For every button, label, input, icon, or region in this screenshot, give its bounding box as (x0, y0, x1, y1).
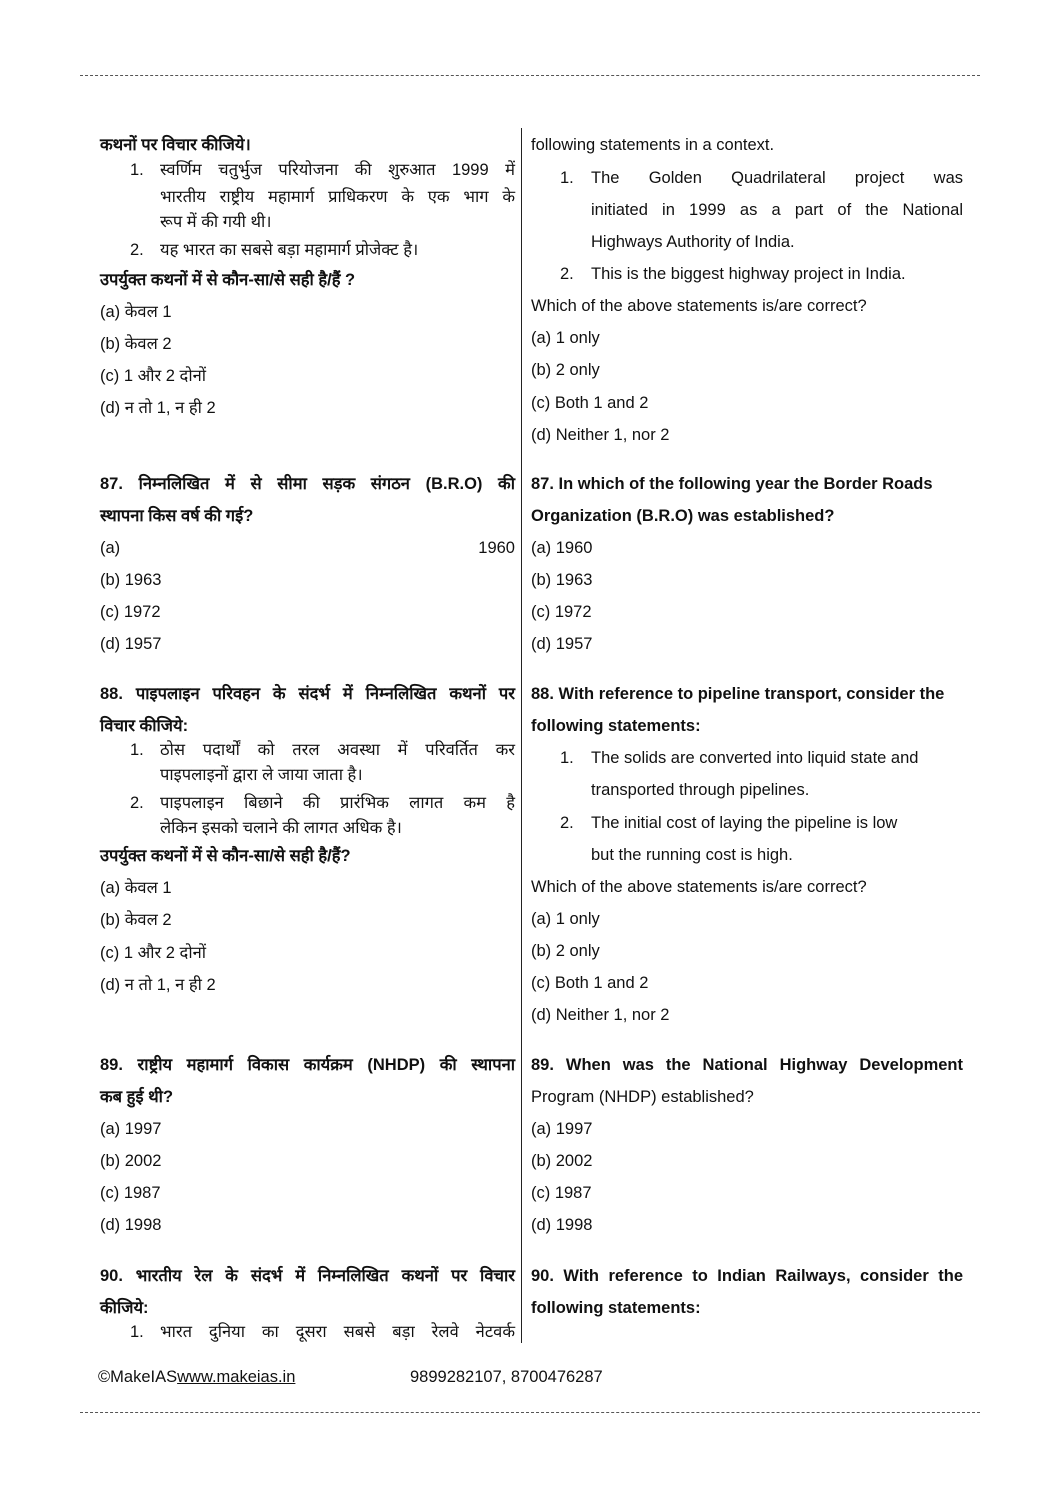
q88-hi-s1-l2: पाइपलाइनों द्वारा ले जाया जाता है। (160, 766, 363, 784)
prev-en-s1-l3: Highways Authority of India. (591, 233, 795, 251)
top-border (80, 75, 980, 76)
q88-en-s1-l1: The solids are converted into liquid state and (591, 749, 919, 767)
prev-en-s2: This is the biggest highway project in India. (591, 265, 906, 283)
q90-hi-l1: 90. भारतीय रेल के संदर्भ में निम्नलिखित कथनों पर विचार (100, 1267, 515, 1285)
q89-en-opt-a: (a) 1997 (531, 1120, 593, 1138)
q88-en-l2: following statements: (531, 717, 701, 735)
prev-hi-opt-c: (c) 1 और 2 दोनों (100, 367, 207, 385)
q88-hi-s2-l1: पाइपलाइन बिछाने की प्रारंभिक लागत कम है (160, 794, 515, 812)
q88-hi-opt-b: (b) केवल 2 (100, 911, 172, 929)
prev-hi-num2: 2. (130, 241, 144, 259)
prev-en-opt-b: (b) 2 only (531, 361, 600, 379)
q87-en-l2: Organization (B.R.O) was established? (531, 507, 835, 525)
prev-en-question: Which of the above statements is/are correct? (531, 297, 867, 315)
q88-en-opt-c: (c) Both 1 and 2 (531, 974, 649, 992)
q89-hi-opt-b: (b) 2002 (100, 1152, 162, 1170)
q90-hi-s1: भारत दुनिया का दूसरा सबसे बड़ा रेलवे नेटवर्क (160, 1323, 515, 1341)
prev-hi-opt-d: (d) न तो 1, न ही 2 (100, 399, 216, 417)
footer-brand-line (98, 1368, 295, 1387)
q89-hi-opt-a: (a) 1997 (100, 1120, 162, 1138)
column-divider (521, 128, 522, 1343)
q89-en-opt-b: (b) 2002 (531, 1152, 593, 1170)
footer-url-link[interactable]: www.makeias.in (177, 1368, 296, 1386)
q88-hi-num2: 2. (130, 794, 144, 812)
q88-en-opt-b: (b) 2 only (531, 942, 600, 960)
q89-hi-l1: 89. राष्ट्रीय महामार्ग विकास कार्यक्रम (NHDP) की स्थापना (100, 1056, 515, 1074)
q88-hi-num1: 1. (130, 741, 144, 759)
q89-en-l1: 89. When was the National Highway Development (531, 1056, 963, 1074)
q87-hi-opt-b: (b) 1963 (100, 571, 162, 589)
q88-hi-l1: 88. पाइपलाइन परिवहन के संदर्भ में निम्नलिखित कथनों पर (100, 685, 515, 703)
q88-en-s1-l2: transported through pipelines. (591, 781, 810, 799)
prev-en-opt-c: (c) Both 1 and 2 (531, 394, 649, 412)
q87-en-opt-a: (a) 1960 (531, 539, 593, 557)
q87-en-opt-d: (d) 1957 (531, 635, 593, 653)
q90-hi-l2: कीजिये: (100, 1299, 149, 1317)
bottom-border (80, 1412, 980, 1413)
q87-en-opt-b: (b) 1963 (531, 571, 593, 589)
prev-hi-question: उपर्युक्त कथनों में से कौन-सा/से सही है/हैं ? (100, 271, 356, 289)
q88-en-num2: 2. (560, 814, 574, 832)
q87-hi-l2: स्थापना किस वर्ष की गई? (100, 507, 254, 525)
q88-en-opt-a: (a) 1 only (531, 910, 600, 928)
q88-hi-opt-c: (c) 1 और 2 दोनों (100, 944, 207, 962)
q87-hi-opt-d: (d) 1957 (100, 635, 162, 653)
prev-en-opt-a: (a) 1 only (531, 329, 600, 347)
q87-en-l1: 87. In which of the following year the Border Roads (531, 475, 933, 493)
q88-en-opt-d: (d) Neither 1, nor 2 (531, 1006, 670, 1024)
prev-en-s1-l1: The Golden Quadrilateral project was (591, 169, 963, 187)
q90-en-l2: following statements: (531, 1299, 701, 1317)
q87-en-opt-c: (c) 1972 (531, 603, 592, 621)
prev-en-num2: 2. (560, 265, 574, 283)
q88-hi-opt-a: (a) केवल 1 (100, 879, 172, 897)
prev-hi-opt-b: (b) केवल 2 (100, 335, 172, 353)
q89-en-opt-d: (d) 1998 (531, 1216, 593, 1234)
q87-hi-opt-c: (c) 1972 (100, 603, 161, 621)
q88-hi-opt-d: (d) न तो 1, न ही 2 (100, 976, 216, 994)
prev-hi-num1: 1. (130, 161, 144, 179)
q90-hi-num1: 1. (130, 1323, 144, 1341)
footer-brand: ©MakeIAS (98, 1368, 178, 1386)
prev-hi-s1-l2: भारतीय राष्ट्रीय महामार्ग प्राधिकरण के एक भाग के (160, 188, 515, 206)
prev-en-s1-l2: initiated in 1999 as a part of the National (591, 201, 963, 219)
q88-en-num1: 1. (560, 749, 574, 767)
q89-hi-opt-c: (c) 1987 (100, 1184, 161, 1202)
q88-en-l1: 88. With reference to pipeline transport, consider the (531, 685, 945, 703)
q88-hi-question: उपर्युक्त कथनों में से कौन-सा/से सही है/हैं? (100, 847, 351, 865)
q90-en-l1: 90. With reference to Indian Railways, consider the (531, 1267, 963, 1285)
q88-en-s2-l1: The initial cost of laying the pipeline is low (591, 814, 898, 832)
q89-hi-opt-d: (d) 1998 (100, 1216, 162, 1234)
q88-en-s2-l2: but the running cost is high. (591, 846, 793, 864)
prev-hi-intro: कथनों पर विचार कीजिये। (100, 136, 251, 154)
prev-hi-s2: यह भारत का सबसे बड़ा महामार्ग प्रोजेक्ट है। (160, 241, 419, 259)
q89-hi-l2: कब हुई थी? (100, 1088, 174, 1106)
q88-en-question: Which of the above statements is/are correct? (531, 878, 867, 896)
q87-hi-opt-a-value: 1960 (478, 539, 515, 557)
prev-en-intro: following statements in a context. (531, 136, 775, 154)
q89-en-l2: Program (NHDP) established? (531, 1088, 754, 1106)
q88-hi-s2-l2: लेकिन इसको चलाने की लागत अधिक है। (160, 819, 402, 837)
q88-hi-s1-l1: ठोस पदार्थों को तरल अवस्था में परिवर्तित कर (160, 741, 515, 759)
prev-en-num1: 1. (560, 169, 574, 187)
q87-hi-l1: 87. निम्नलिखित में से सीमा सड़क संगठन (B.R.O) की (100, 475, 515, 493)
prev-en-opt-d: (d) Neither 1, nor 2 (531, 426, 670, 444)
prev-hi-opt-a: (a) केवल 1 (100, 303, 172, 321)
q89-en-opt-c: (c) 1987 (531, 1184, 592, 1202)
q87-hi-opt-a-label: (a) (100, 539, 121, 557)
prev-hi-s1-l3: रूप में की गयी थी। (160, 213, 272, 231)
q88-hi-l2: विचार कीजिये: (100, 717, 189, 735)
footer-phones: 9899282107, 8700476287 (410, 1368, 603, 1386)
prev-hi-s1-l1: स्वर्णिम चतुर्भुज परियोजना की शुरुआत 1999 में (160, 161, 515, 179)
